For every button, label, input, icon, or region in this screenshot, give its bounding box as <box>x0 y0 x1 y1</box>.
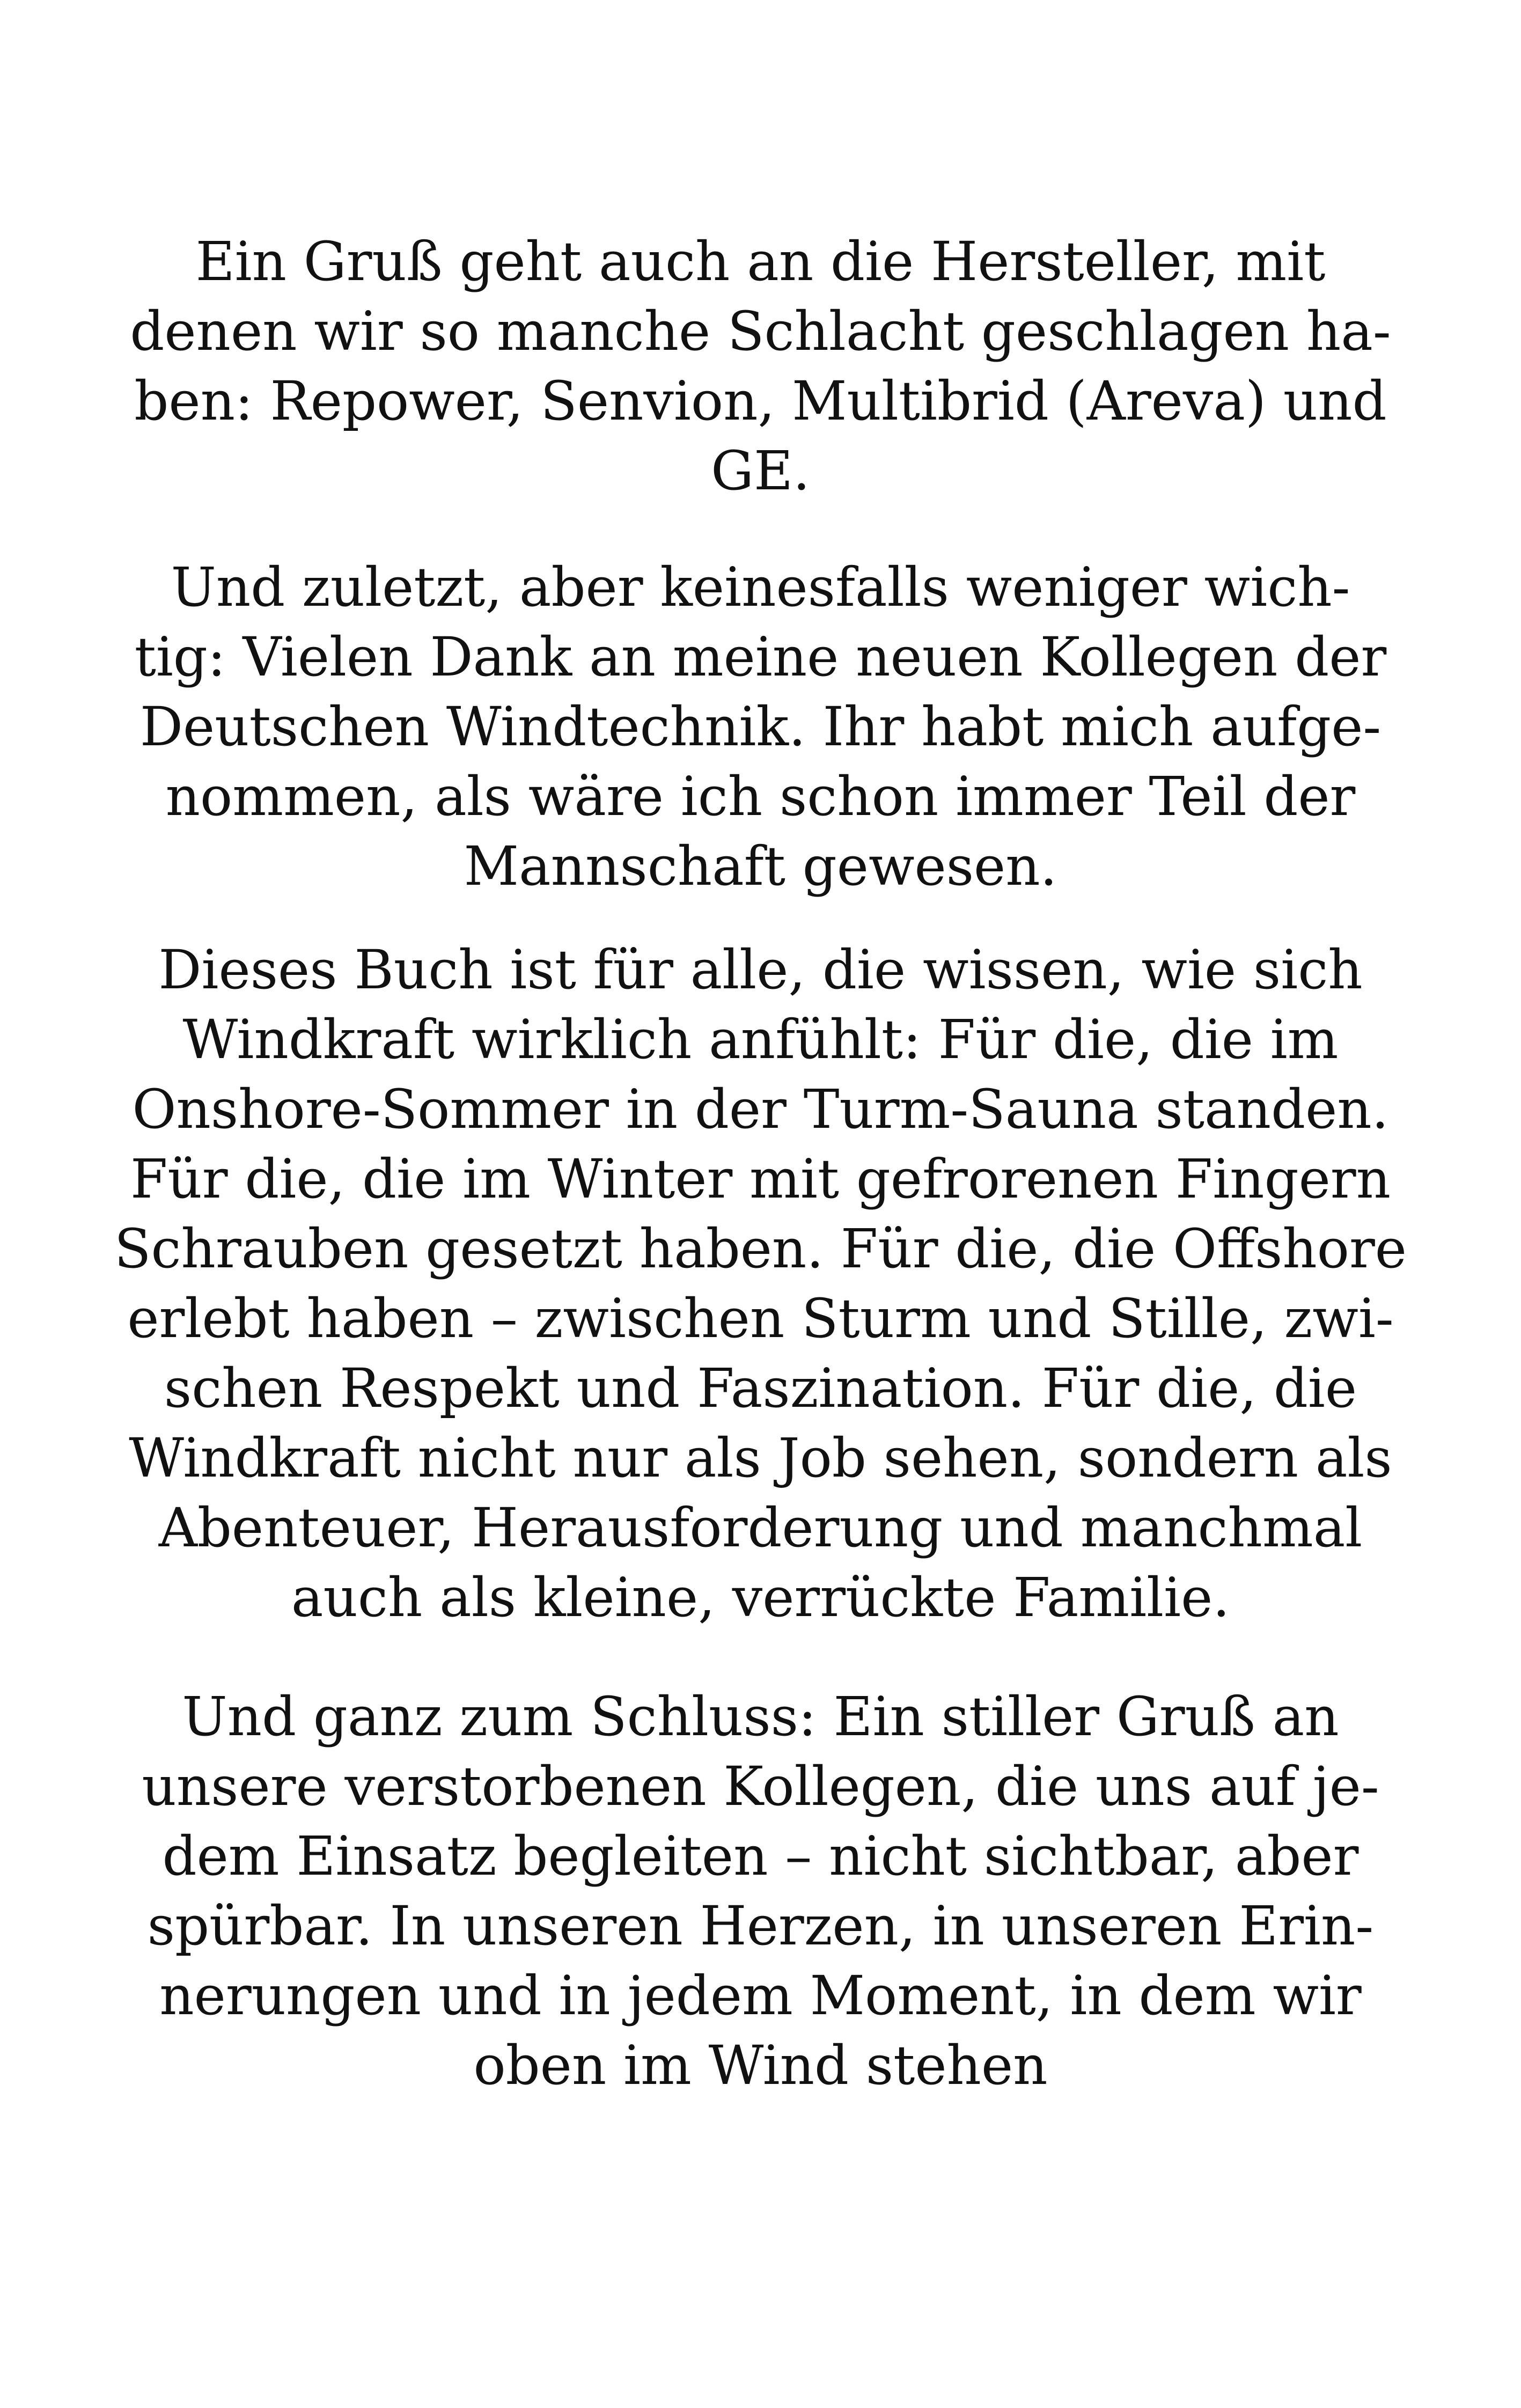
text-line: auch als kleine, verrückte Familie. <box>291 1566 1230 1629</box>
text-line: Abenteuer, Herausforderung und manchmal <box>158 1496 1363 1559</box>
text-line: schen Respekt und Faszination. Für die, die <box>164 1357 1357 1420</box>
text-line: Deutschen Windtechnik. Ihr habt mich aufge- <box>139 695 1382 758</box>
text-line: Windkraft wirklich anfühlt: Für die, die im <box>182 1008 1339 1071</box>
text-line: denen wir so manche Schlacht geschlagen ha- <box>130 300 1391 363</box>
text-line: tig: Vielen Dank an meine neuen Kollegen der <box>134 626 1387 688</box>
text-line: Für die, die im Winter mit gefrorenen Fingern <box>130 1148 1391 1210</box>
text-line: Und ganz zum Schluss: Ein stiller Gruß an <box>182 1685 1339 1748</box>
text-line: ben: Repower, Senvion, Multibrid (Areva) und <box>134 370 1387 432</box>
text-line: nerungen und in jedem Moment, in dem wir <box>159 1964 1362 2027</box>
text-line: Mannschaft gewesen. <box>464 835 1057 898</box>
text-line: Onshore-Sommer in der Turm-Sauna standen. <box>132 1078 1389 1141</box>
text-line: GE. <box>711 439 810 502</box>
text-line: Schrauben gesetzt haben. Für die, die Offshore <box>114 1217 1407 1280</box>
text-line: erlebt haben – zwischen Sturm und Stille, zwi- <box>127 1287 1394 1350</box>
text-line: Windkraft nicht nur als Job sehen, sondern als <box>129 1427 1392 1489</box>
text-line: Ein Gruß geht auch an die Hersteller, mit <box>195 230 1326 293</box>
text-line: spürbar. In unseren Herzen, in unseren Erin- <box>147 1895 1374 1957</box>
text-line: Dieses Buch ist für alle, die wissen, wie sich <box>158 938 1363 1001</box>
text-line: unsere verstorbenen Kollegen, die uns auf je- <box>142 1755 1379 1818</box>
text-line: Und zuletzt, aber keinesfalls weniger wich- <box>171 556 1350 619</box>
text-line: oben im Wind stehen <box>473 2034 1048 2097</box>
text-line: nommen, als wäre ich schon immer Teil der <box>165 765 1356 828</box>
text-line: dem Einsatz begleiten – nicht sichtbar, aber <box>162 1825 1359 1888</box>
